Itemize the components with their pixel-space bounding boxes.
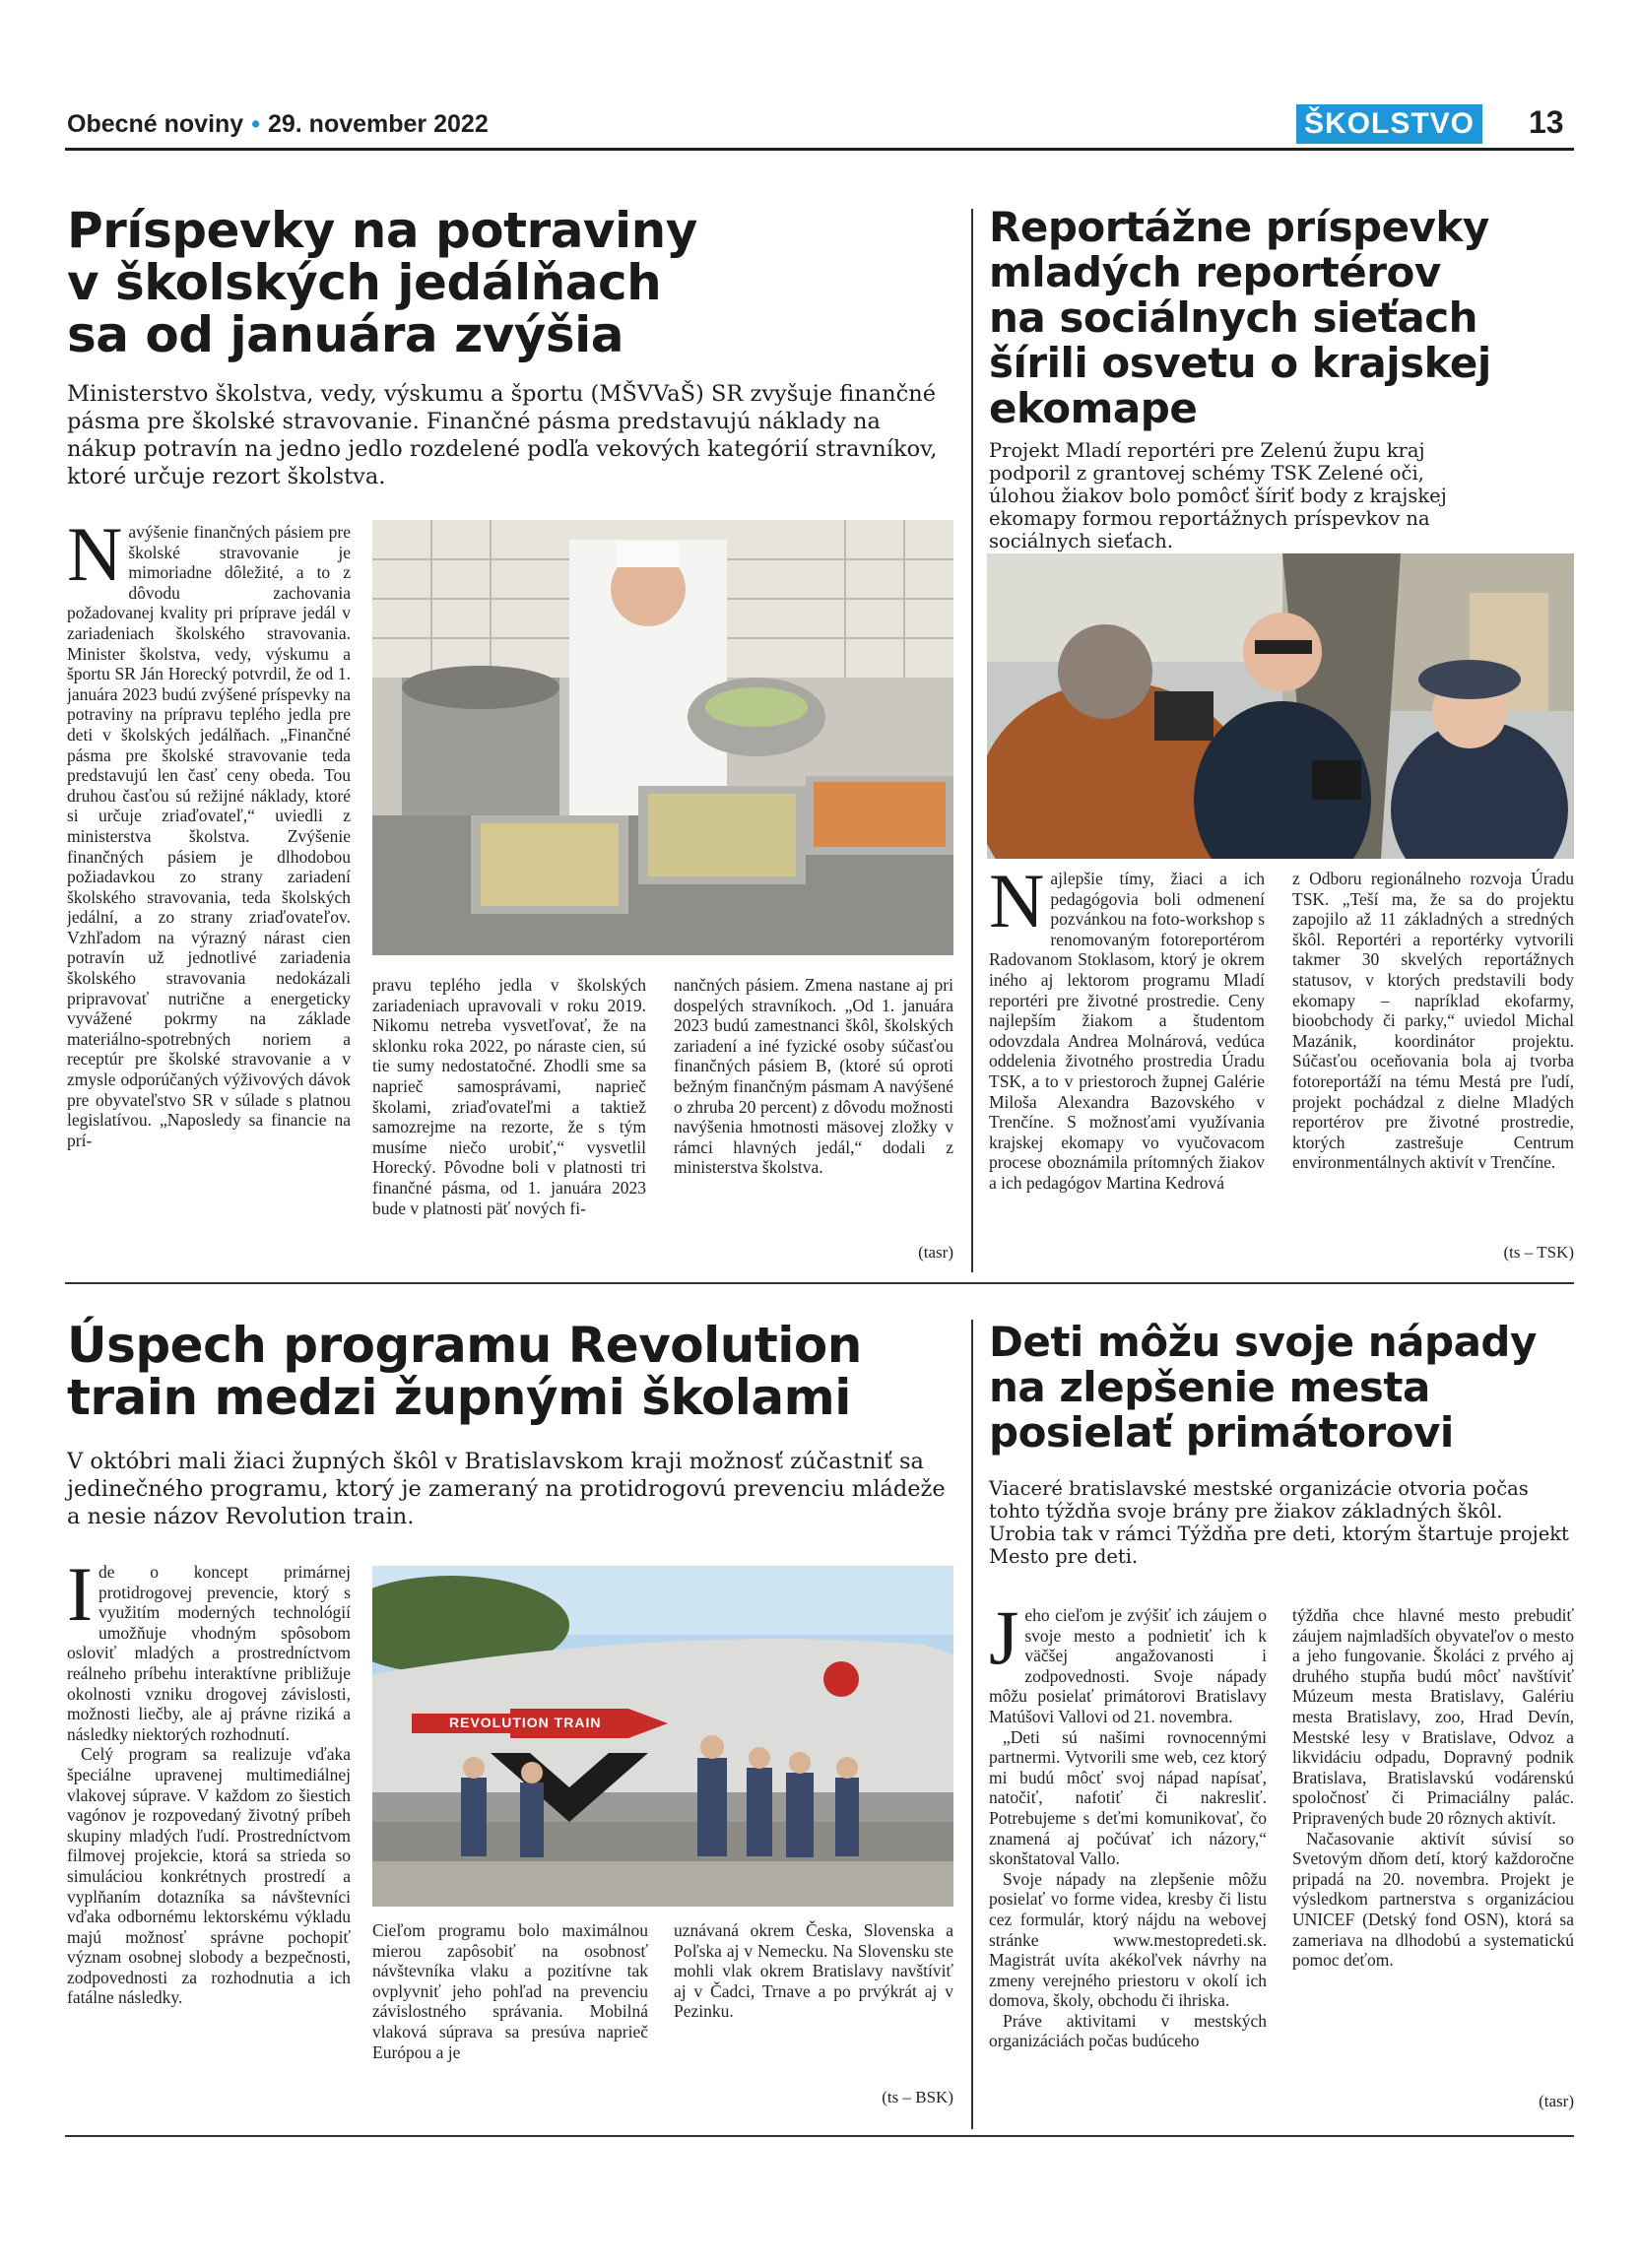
paragraph: Celý program sa realizuje vďaka špeciálne upravenej multimediálnej vlakovej súprave. V každom zo šiestich vagónov je rozpovedaný životný príbeh skupiny mladých ľudí. Prostredníctvom filmovej projekcie, ktorá sa strieda so simuláciou konkrétnych prostredí a vyplňaním dotazníka sa návštevníci vďaka odbornému lektorskému výkladu majú možnosť správne pochopiť význam osobnej slobody a bezpečnosti, zodpovednosti za rozhodnutia a ich fatálne následky. [67,1744,351,2008]
kids-signature: (tasr) [1539,2092,1574,2110]
reporters-column-1 [989,869,1265,1264]
food-column-2 [372,975,646,1266]
column-text: z Odboru regionálneho rozvoja Úradu TSK. „Teší ma, že sa do projektu zapojilo až 11 základných a stredných škôl. Reportéri a reportérky vytvorili takmer 30 skvelých reportážnych statusov, v ktorých predstavili body ekomapy – napríklad ekofarmy, bioobchody či parky,“ uviedol Michal Mazánik, koordinátor projektu. Súčasťou oceňovania bola aj tvorba fotoreportáží na tému Mestá pre ľudí, projekt pochádzal z dielne Mladých reportérov pre životné prostredie, ktorých zastrešuje Centrum environmentálnych aktivít v Trenčíne. [1292,869,1574,1173]
food-lead: Ministerstvo školstva, vedy, výskumu a športu (MŠVVaŠ) SR zvyšuje finančné pásma pre školské stravovanie. Finančné pásma predstavujú náklady na nákup potravín na jedno jedlo rozdelené podľa vekových kategórií stravníkov, ktoré určuje rezort školstva. [67,381,938,489]
headline-line: sa od januára zvýšia [67,306,623,363]
revolution-headline [67,1317,953,1426]
headline-line: Príspevky na potraviny [67,202,697,259]
reporters-signature: (ts – TSK) [1503,1243,1574,1262]
drop-cap: I [67,1562,93,1637]
issue-date: 29. november 2022 [267,110,489,138]
paragraph [67,1562,351,1744]
revolution-signature: (ts – BSK) [882,2088,953,2106]
revolution-column-1 [67,1562,351,2113]
kids-lead: Viaceré bratislavské mestské organizácie otvoria počas tohto týždňa svoje brány pre žiakov základných škôl. Urobia tak v rámci Týždňa pre deti, ktorým štartuje projekt Mesto pre deti. [989,1477,1569,1568]
footer-rule [65,2135,1574,2137]
kids-column-2 [1292,1605,1574,2078]
reporters-photo [987,553,1574,859]
headline-line: šírili osvetu o krajskej [989,339,1491,387]
drop-cap: J [989,1605,1019,1680]
paragraph: týždňa chce hlavné mesto prebudiť záujem najmladších obyvateľov o mesto a jeho fungovanie. Školáci z prvého aj druhého stupňa budú môcť navštíviť Múzeum mesta Bratislavy, Galériu mesta Bratislavy, zoo, Hrad Devín, Mestské lesy v Bratislave, Odvoz a likvidáciu odpadu, Dopravný podnik Bratislava, Bratislavskú vodárenskú spoločnosť či Primaciálny palác. Pripravených bude 20 rôznych aktivít. [1292,1605,1574,1828]
column-text: pravu teplého jedla v školských zariadeniach upravovali v roku 2019. Nikomu netreba vysvetľovať, že na sklonku roka 2022, po náraste cien, sú tie sumy nedostatočné. Zhodli sme sa naprieč samosprávami, naprieč školami, zriaďovateľmi a taktiež samozrejme na rezorte, že s tým musíme niečo urobiť,“ vysvetlil Horecký. Pôvodne boli v platnosti tri finančné pásma, od 1. januára 2023 bude v platnosti päť nových fi- [372,975,646,1218]
column-text: nančných pásiem. Zmena nastane aj pri dospelých stravníkoch. „Od 1. januára 2023 budú zamestnanci škôl, školských zariadení a iné fyzické osoby súčasťou finančných pásiem B, (ktoré sú oproti bežným finančným pásmam A navýšené o zhruba 20 percent) z dôvodu možnosti navýšenia hmotnosti mäsovej zložky v rámci hlavných jedál,“ dodali z ministerstva školstva. [674,975,953,1178]
section-badge: ŠKOLSTVO [1296,104,1482,144]
separator-dot: • [251,110,260,138]
column-text: de o koncept primárnej protidrogovej prevencie, ktorý s využitím moderných technológií umožňuje vhodným spôsobom osloviť mladých a prostredníctvom reálneho príbehu interaktívne približuje okolnosti vzniku drogovej závislosti, možnosti liečby, ale aj právne riziká a následky niektorých rozhodnutí. [67,1562,351,1744]
kitchen-photo [372,520,953,955]
food-column-1 [67,522,351,1270]
headline-line: posielať primátorovi [989,1408,1454,1457]
column-text: uznávaná okrem Česka, Slovenska a Poľska aj v Nemecku. Na Slovensku ste mohli vlak okrem Bratislavy navštíviť aj v Čadci, Trnave a po prvýkrát aj v Pezinku. [674,1920,953,2022]
column-text: eho cieľom je zvýšiť ich záujem o svoje mesto a podnietiť ich k väčšej angažovanosti i zodpovednosti. Svoje nápady môžu posielať primátorovi Bratislavy Matúšovi Vallovi od 21. novembra. [989,1605,1267,1726]
reporters-lead: Projekt Mladí reportéri pre Zelenú župu kraj podporil z grantovej schémy TSK Zelené oči, úlohou žiakov bolo pomôcť šíriť body z krajskej ekomapy formou reportážnych príspevkov na sociálnych sieťach. [989,439,1447,552]
revolution-column-2 [372,1920,648,2117]
food-column-3 [674,975,953,1241]
revolution-column-3 [674,1920,953,2054]
revolution-lead: V októbri mali žiaci župných škôl v Bratislavskom kraji možnosť zúčastniť sa jedinečného programu, ktorý je zameraný na protidrogovú prevenciu mládeže a nesie názov Revolution train. [67,1449,946,1529]
headline-line: mladých reportérov [989,248,1441,296]
column-text: Cieľom programu bolo maximálnou mierou zapôsobiť na osobnosť návštevníka vlaku a pozitívne tak ovplyvniť jeho pohľad na prevenciu závislostného správania. Mobilná vlaková súprava sa presúva naprieč Európou a je [372,1920,648,2062]
column-text: ajlepšie tímy, žiaci a ich pedagógovia boli odmenení pozvánkou na foto-workshop s renomovaným fotoreportérom Radovanom Stoklasom, ktorý je okrem iného aj lektorom programu Mladí reportéri pre životné prostredie. Ceny najlepším žiakom a študentom odovzdala Andrea Molnárová, vedúca oddelenia životného prostredia Úradu TSK, a to v priestoroch župnej Galérie Miloša Alexandra Bazovského v Trenčíne. S možnosťami využívania krajskej ekomapy vo vyučovacom procese oboznámila prítomných žiakov a ich pedagógov Martina Kedrová [989,869,1265,1193]
train-photo [372,1566,953,1907]
column-divider-bottom [971,1320,973,2129]
masthead [67,110,489,139]
column-divider-top [971,209,973,1272]
reporters-column-2 [1292,869,1574,1241]
paragraph: „Deti sú našimi rovnocennými partnermi. Vytvorili sme web, cez ktorý mi budú môcť svoj nápad napísať, natočiť, nafotiť či nakresliť. Potrebujeme s deťmi komunikovať, čo znamená aj počúvať ich názory,“ skonštatoval Vallo. [989,1726,1267,1869]
headline-line: train medzi župnými školami [67,1369,851,1426]
column-text: avýšenie finančných pásiem pre školské stravovanie je mimoriadne dôležité, a to z dôvodu zachovania požadovanej kvality pri príprave jedál v zariadeniach školského stravovania. Minister školstva, vedy, výskumu a športu SR Ján Horecký potvrdil, že od 1. januára 2023 budú zvýšené príspevky na potraviny na prípravu teplého jedla pre deti v školských jedálňach. „Finančné pásma pre školské stravovanie teda predstavujú len časť ceny obeda. Tou druhou časťou sú režijné náklady, ktoré si určuje zriaďovateľ,“ uviedli z ministerstva školstva. Zvýšenie finančných pásiem je dlhodobou požiadavkou zo strany zariadení školského stravovania, teda školských jedální, a zo strany zriaďovateľov. Vzhľadom na výrazný nárast cien potravín už jednotlivé zariadenia školského stravovania nedokázali pripravovať nutrične a energeticky vyvážené pokrmy na základe materiálno-spotrebných noriem a receptúr pre školské stravovanie a v zmysle odporúčaných výživových dávok pre obyvateľstvo SR v súlade s platnou legislatívou. „Naposledy sa financie na prí- [67,522,351,1150]
page-number: 13 [1529,104,1564,140]
paragraph [989,1605,1267,1727]
paragraph: Načasovanie aktivít súvisí so Svetovým dňom detí, ktorý každoročne pripadá na 20. novembra. Projekt je výsledkom partnerstva s organizáciou UNICEF (Detský fond OSN), ktorá sa zameriava na dlhodobú a systematickú pomoc deťom. [1292,1828,1574,1971]
headline-line: na zlepšenie mesta [989,1363,1430,1411]
headline-line: Deti môžu svoje nápady [989,1318,1537,1366]
header-rule [65,148,1574,151]
headline-line: ekomape [989,384,1198,432]
drop-cap: N [67,522,123,597]
kids-column-1 [989,1605,1267,2127]
paragraph: Svoje nápady na zlepšenie môžu posielať vo forme videa, kresby či listu cez formulár, ktorý nájdu na webovej stránke www.mestopredeti.sk. Magistrát uvíta akékoľvek návrhy na zmeny verejného priestoru v okolí ich domova, školy, obchodu či ihriska. [989,1868,1267,2011]
reporters-headline [989,205,1574,431]
publication-name: Obecné noviny [67,110,244,138]
headline-line: na sociálnych sieťach [989,293,1478,342]
drop-cap: N [989,869,1045,943]
headline-line: Úspech programu Revolution [67,1317,862,1374]
food-signature: (tasr) [918,1243,953,1262]
food-headline [67,202,953,363]
train-label: REVOLUTION TRAIN [449,1715,602,1730]
paragraph: Práve aktivitami v mestských organizáciách počas budúceho [989,2010,1267,2051]
section-rule [65,1282,1574,1284]
headline-line: Reportážne príspevky [989,203,1489,251]
kids-headline [989,1320,1574,1456]
headline-line: v školských jedálňach [67,254,662,311]
